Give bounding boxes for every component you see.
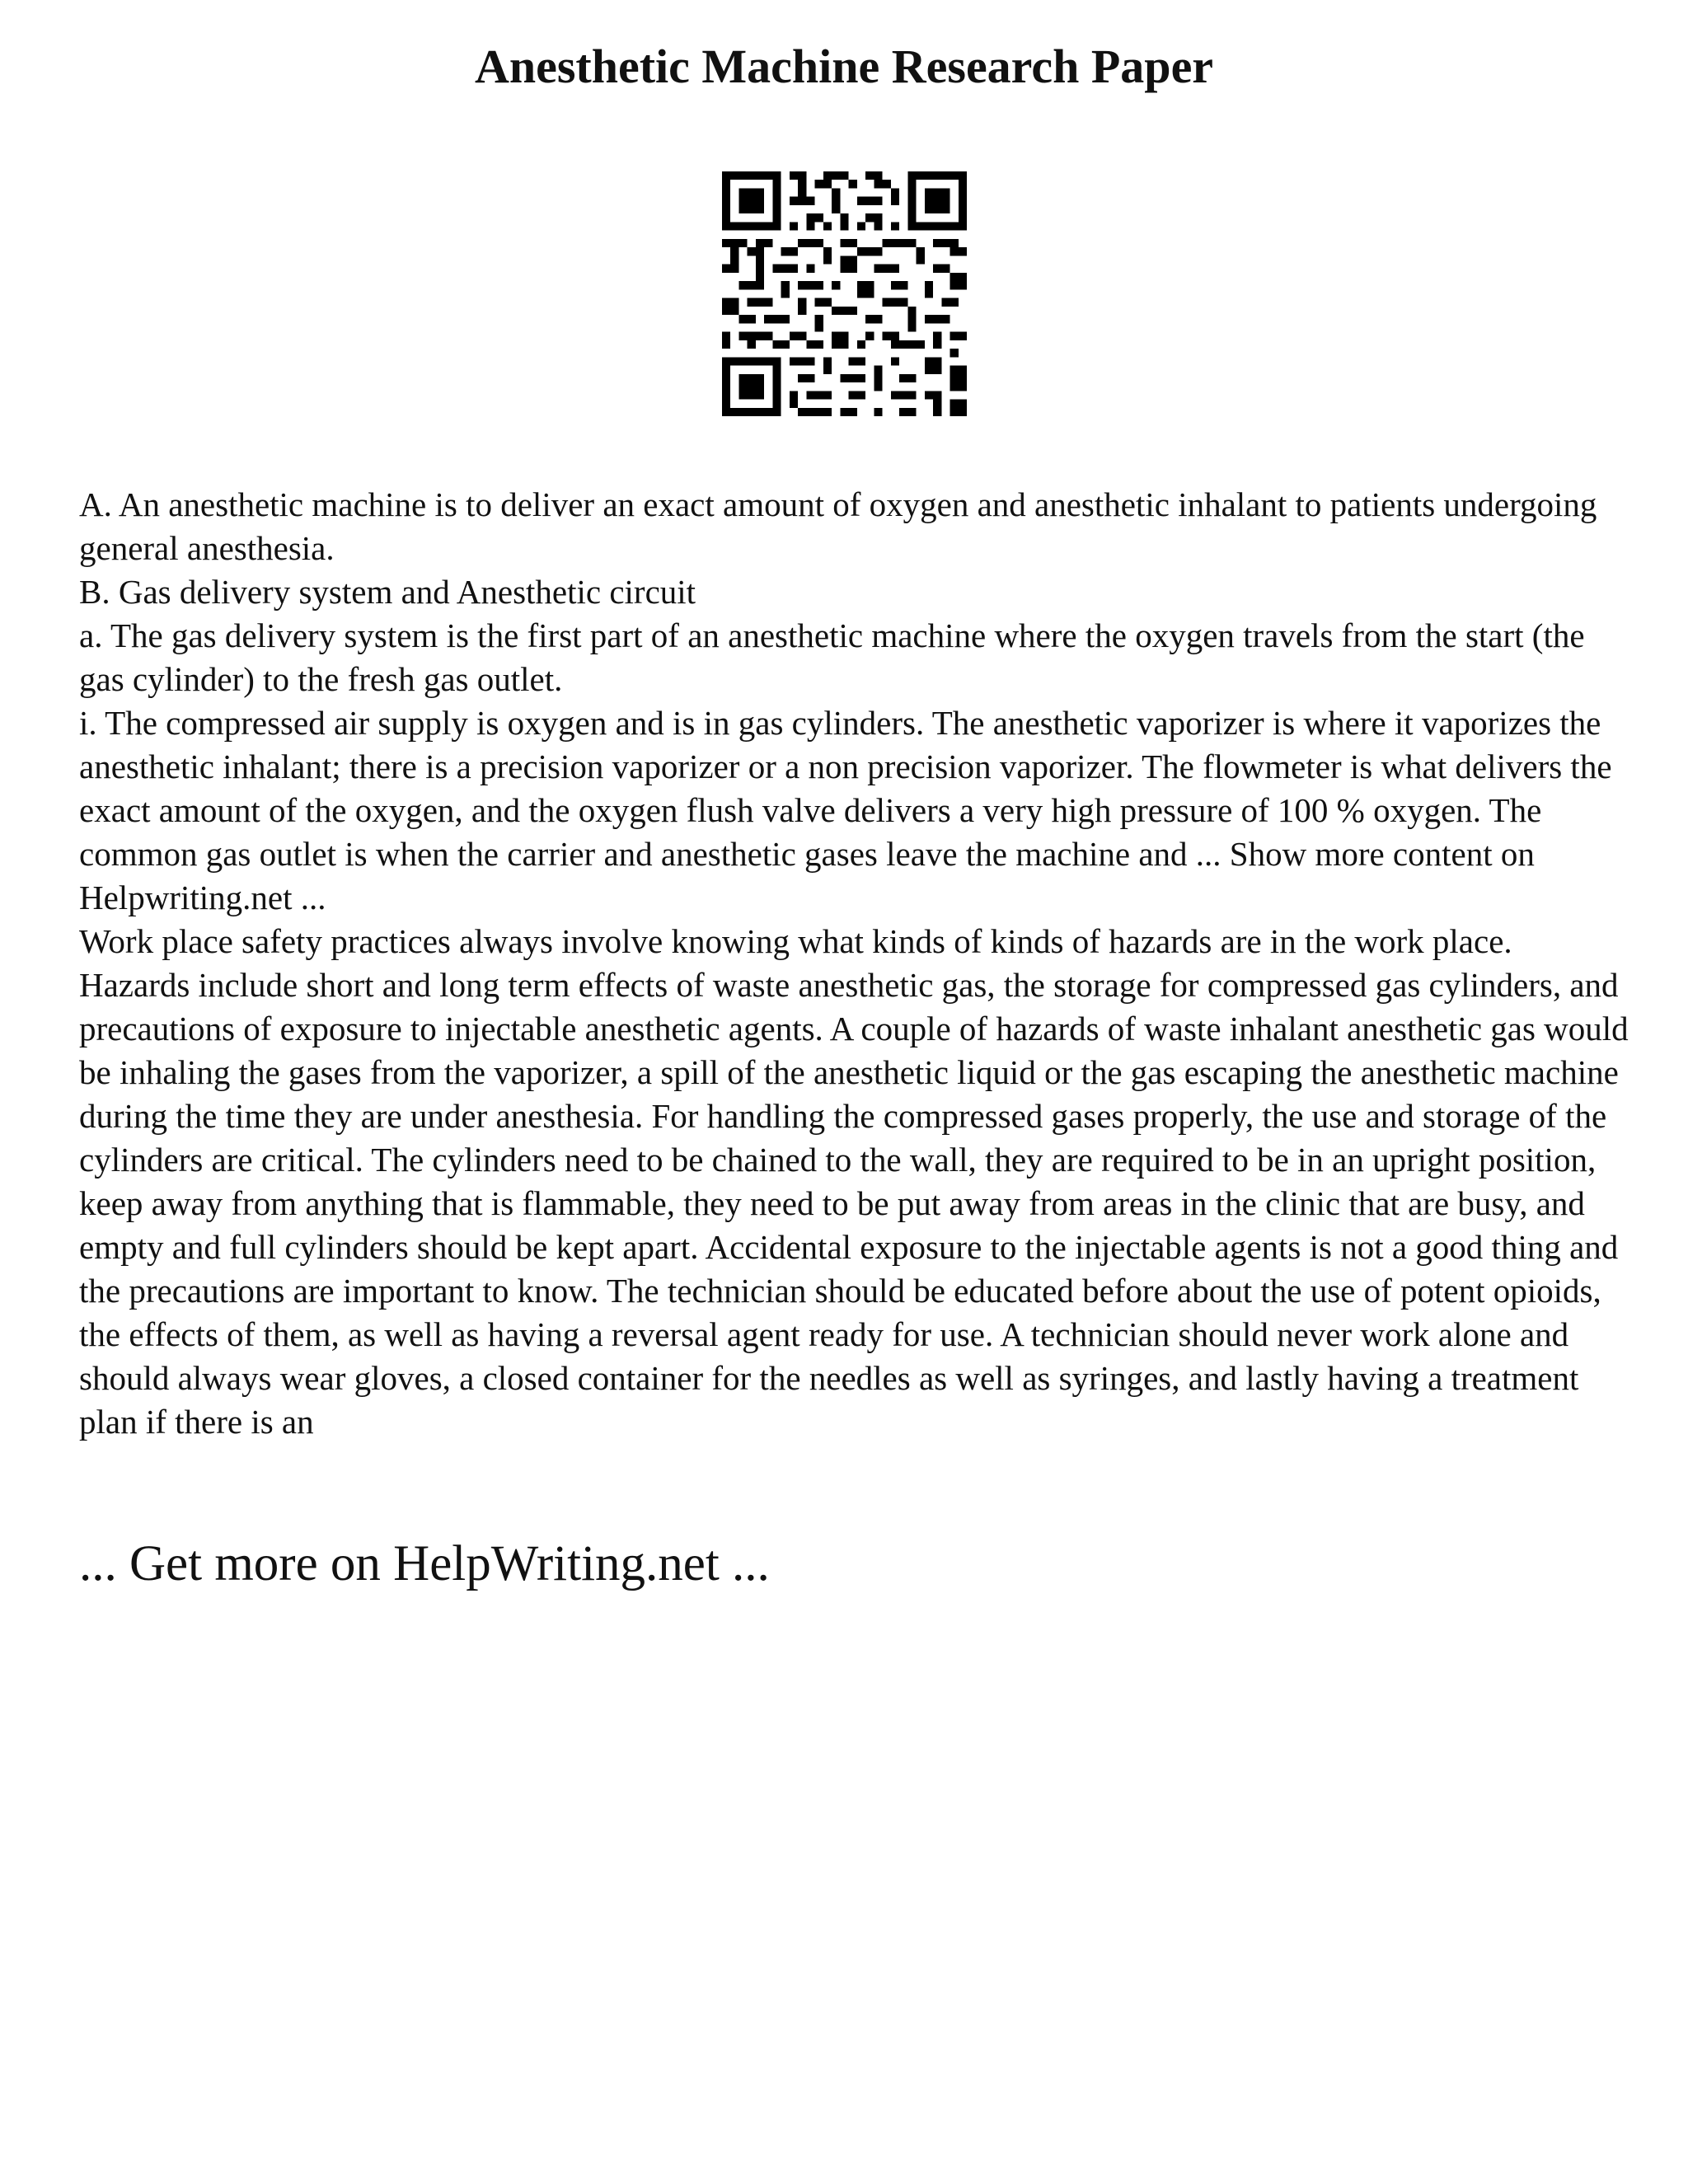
paragraph-a-lower: a. The gas delivery system is the first part of an anesthetic machine where the oxygen travels from the start (the gas cylinder) to the fresh gas outlet. — [79, 616, 1585, 698]
paragraph-b: B. Gas delivery system and Anesthetic circuit — [79, 573, 696, 611]
qr-code-icon — [722, 171, 967, 416]
paragraph-i: i. The compressed air supply is oxygen and is in gas cylinders. The anesthetic vaporizer is where it vaporizes the anesthetic inhalant; there is a precision vaporizer or a non precision vaporizer. The flowmeter is what delivers the exact amount of the oxygen, and the oxygen flush valve delivers a very high pressure of 100 % oxygen. The common gas outlet is when the carrier and anesthetic gases leave the machine and ... Show more content on Helpwriting.net ... — [79, 704, 1612, 916]
get-more-link[interactable]: ... Get more on HelpWriting.net ... — [79, 1536, 770, 1591]
paragraph-workplace-safety: Work place safety practices always involve knowing what kinds of kinds of hazards are in the work place. Hazards include short and long term effects of waste anesthetic gas, the storage for compressed gas cylinders, and precautions of exposure to injectable anesthetic agents. A couple of hazards of waste inhalant anesthetic gas would be inhaling the gases from the vaporizer, a spill of the anesthetic liquid or the gas escaping the anesthetic machine during the time they are under anesthesia. For handling the compressed gases properly, the use and storage of the cylinders are critical. The cylinders need to be chained to the wall, they are required to be in an upright position, keep away from anything that is flammable, they need to be put away from areas in the clinic that are busy, and empty and full cylinders should be kept apart. Accidental exposure to the injectable agents is not a good thing and the precautions are important to know. The technician should be educated before about the use of potent opioids, the effects of them, as well as having a reversal agent ready for use. A technician should never work alone and should always wear gloves, a closed container for the needles as well as syringes, and lastly having a treatment plan if there is an — [79, 922, 1629, 1441]
paragraph-a: A. An anesthetic machine is to deliver an exact amount of oxygen and anesthetic inhalant to patients undergoing general anesthesia. — [79, 485, 1597, 567]
body-text — [79, 483, 1629, 1444]
page-title: Anesthetic Machine Research Paper — [474, 40, 1214, 93]
